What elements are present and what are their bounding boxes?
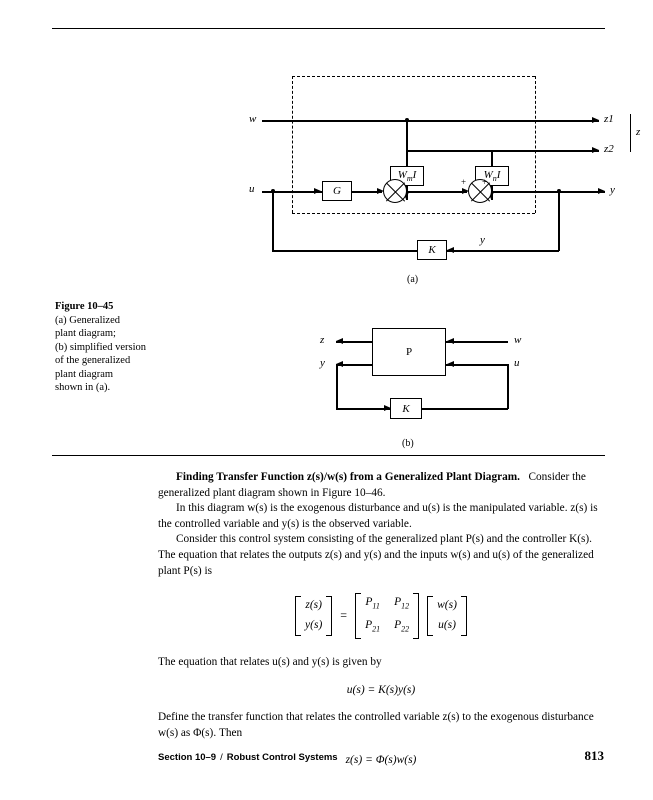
label-z2 bbox=[604, 143, 614, 155]
figure-caption-line-3: of the generalized bbox=[55, 355, 131, 366]
matrix-eq-z: z(s) bbox=[305, 599, 322, 612]
sum1-to-sum2-line bbox=[407, 191, 467, 193]
footer-left bbox=[158, 752, 338, 763]
footer-title: Robust Control Systems bbox=[226, 752, 338, 763]
block-g bbox=[322, 181, 352, 201]
matrix-equation bbox=[158, 593, 604, 639]
subfigure-label-b: (b) bbox=[402, 438, 414, 449]
y-output-line bbox=[492, 191, 605, 193]
label-y-feedback: y bbox=[480, 234, 485, 246]
figure-caption bbox=[55, 300, 150, 395]
label-z2-text: z2 bbox=[604, 143, 614, 155]
figure-caption-line-0: (a) Generalized bbox=[55, 314, 120, 326]
label-u-input: u bbox=[249, 183, 255, 195]
figure-caption-line-1: plant diagram; bbox=[55, 328, 116, 339]
plant-boundary-top bbox=[292, 76, 535, 77]
figure-10-45 bbox=[52, 28, 641, 453]
label-y-b: y bbox=[320, 357, 325, 369]
z2-arrow bbox=[592, 147, 599, 153]
paragraph-4: Define the transfer function that relates the controlled variable z(s) to the exogenous disturbance w(s) as Φ(s). Then bbox=[158, 711, 594, 739]
matrix-eq-right-column bbox=[434, 596, 460, 635]
z2-output-line bbox=[407, 150, 599, 152]
paragraph-1: In this diagram w(s) is the exogenous disturbance and u(s) is the manipulated variable. z(s) is the controlled variable and y(s) is the observed variable. bbox=[158, 502, 598, 530]
equation-2: u(s) = K(s)y(s) bbox=[346, 683, 416, 696]
matrix-eq-equals: = bbox=[340, 608, 348, 623]
simplified-plant-diagram-b bbox=[282, 308, 552, 468]
block-k-b-label: K bbox=[402, 402, 410, 415]
u-in-arrow-b bbox=[447, 361, 454, 367]
z-group-bracket bbox=[630, 114, 631, 152]
label-w-input: w bbox=[249, 113, 257, 125]
sum2-sign-plus-top: + bbox=[482, 177, 488, 187]
feedback-left-vertical bbox=[272, 191, 274, 251]
u-feedback-up-b bbox=[507, 364, 509, 409]
figure-caption-line-5: shown in (a). bbox=[55, 382, 111, 393]
w-in-arrow-b bbox=[447, 338, 454, 344]
k-out-line-b bbox=[422, 408, 508, 410]
paragraph-3: The equation that relates u(s) and y(s) is given by bbox=[158, 655, 382, 668]
figure-caption-number: Figure 10–45 bbox=[55, 301, 114, 312]
matrix-p21: $P_{21}$ bbox=[365, 619, 381, 634]
label-z: z bbox=[636, 126, 641, 138]
summing-junction-2 bbox=[468, 179, 492, 203]
footer-section: Section 10–9 bbox=[158, 752, 217, 763]
y-feedback-bottom-left-b bbox=[336, 408, 390, 410]
body-text bbox=[158, 470, 604, 781]
matrix-eq-p-bracket bbox=[355, 593, 419, 639]
label-y-output: y bbox=[610, 184, 615, 196]
figure-caption-line-4: plant diagram bbox=[55, 368, 114, 380]
wm-feed-line bbox=[406, 120, 408, 166]
matrix-p12: $P_{12}$ bbox=[394, 596, 410, 611]
feedback-bottom-line-left bbox=[272, 250, 417, 252]
page-footer bbox=[158, 748, 604, 764]
generalized-plant-diagram-a bbox=[202, 58, 652, 293]
w-in-line-b bbox=[446, 341, 508, 343]
equation-3: z(s) = Φ(s)w(s) bbox=[345, 754, 417, 767]
label-z1 bbox=[604, 113, 614, 125]
matrix-eq-right-bracket bbox=[427, 596, 467, 635]
matrix-eq-y: y(s) bbox=[305, 619, 323, 632]
label-z-b: z bbox=[320, 334, 325, 346]
block-k bbox=[417, 240, 447, 260]
label-z1-text: z1 bbox=[604, 113, 614, 125]
paragraph-2: Consider this control system consisting of the generalized plant P(s) and the controller K(s). The equation that relates the outputs z(s) and y(s) and the inputs w(s) and u(s) of the generalized plant P(s) is bbox=[158, 533, 594, 577]
sum2-sign-plus-left: + bbox=[461, 177, 467, 187]
block-wm-label: $W_mI$ bbox=[397, 168, 417, 184]
z-out-arrow-b bbox=[336, 338, 343, 344]
y-feedback-down-b bbox=[336, 364, 338, 409]
subfigure-label-a: (a) bbox=[407, 274, 419, 285]
summing-junction-1 bbox=[383, 179, 407, 203]
matrix-eq-left-column bbox=[302, 596, 325, 635]
section-heading: Finding Transfer Function z(s)/w(s) from a Generalized Plant Diagram. bbox=[176, 471, 521, 483]
footer-separator: / bbox=[220, 752, 223, 763]
feedback-to-k-arrow bbox=[447, 247, 454, 253]
matrix-eq-w: w(s) bbox=[437, 599, 457, 612]
u-to-g-arrow bbox=[314, 188, 321, 194]
label-u-b: u bbox=[514, 357, 520, 369]
block-p bbox=[372, 328, 446, 376]
block-k-label: K bbox=[428, 244, 436, 256]
plant-boundary-bottom bbox=[292, 213, 535, 214]
y-output-arrow bbox=[598, 188, 605, 194]
matrix-p11: $P_{11}$ bbox=[365, 596, 380, 611]
w-input-line bbox=[262, 120, 599, 122]
block-g-label: G bbox=[333, 185, 341, 197]
z1-arrow bbox=[592, 117, 599, 123]
feedback-right-vertical bbox=[558, 191, 560, 251]
matrix-p22: $P_{22}$ bbox=[394, 619, 410, 634]
figure-caption-line-2: (b) simplified version bbox=[55, 341, 146, 353]
block-wn-label: $W_nI$ bbox=[483, 168, 501, 184]
feedback-bottom-line-right bbox=[447, 250, 559, 252]
matrix-eq-p-matrix bbox=[362, 593, 412, 639]
block-k-b bbox=[390, 398, 422, 419]
paragraph-heading bbox=[158, 470, 604, 501]
block-p-label: P bbox=[405, 346, 413, 358]
label-w-b: w bbox=[514, 334, 522, 346]
u-in-line-b bbox=[446, 364, 508, 366]
matrix-eq-u: u(s) bbox=[438, 619, 456, 632]
matrix-eq-left-bracket bbox=[295, 596, 332, 635]
page-number: 813 bbox=[584, 748, 604, 763]
section-heading-trail: Consider the generalized plant diagram shown in Figure 10–46. bbox=[158, 471, 586, 499]
